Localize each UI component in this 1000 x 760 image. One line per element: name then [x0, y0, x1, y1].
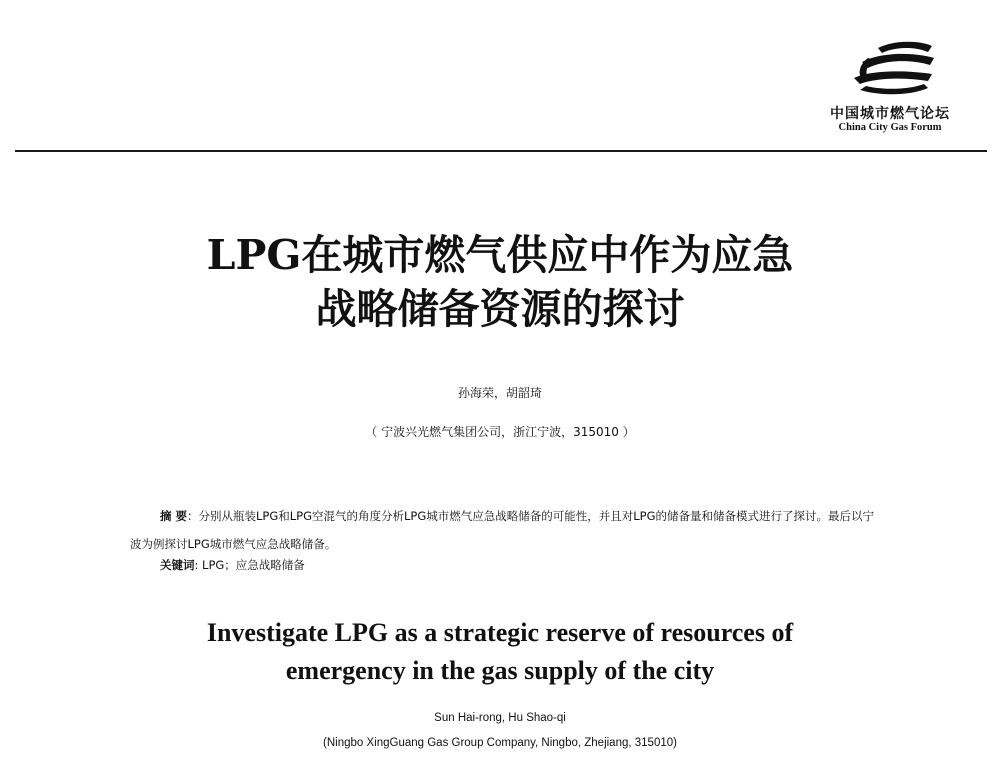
keywords-text: LPG；应急战略储备: [202, 558, 305, 572]
keywords-cn: 关键词: LPG；应急战略储备: [160, 558, 305, 572]
affiliation-en: (Ningbo XingGuang Gas Group Company, Ningbo, Zhejiang, 315010): [323, 737, 677, 749]
authors-en: Sun Hai-rong, Hu Shao-qi: [434, 712, 566, 724]
abstract-text: 分别从瓶装LPG和LPG空混气的角度分析LPG城市燃气应急战略储备的可能性，并且对LPG的储备量和储备模式进行了探讨。最后以宁波为例探讨LPG城市燃气应急战略储备。: [130, 509, 875, 551]
logo-name-en: China City Gas Forum: [838, 122, 942, 133]
title-en-line-1: Investigate LPG as a strategic reserve of resources of: [206, 618, 794, 647]
forum-swirl-logo-icon: [848, 40, 938, 98]
authors-cn: 孙海荣，胡韶琦: [457, 386, 542, 400]
abstract-label: 摘 要: [160, 509, 188, 523]
header-divider: [15, 150, 987, 152]
title-cn-line-2: 战略储备资源的探讨: [315, 285, 685, 333]
forum-logo: [800, 40, 980, 140]
title-cn-line-1: LPG在城市燃气供应中作为应急: [206, 231, 794, 279]
affiliation-cn: （ 宁波兴光燃气集团公司，浙江宁波，315010 ）: [365, 425, 635, 439]
paper-title-en: [0, 614, 1000, 690]
title-en-line-2: emergency in the gas supply of the city: [285, 656, 715, 685]
logo-name-cn: 中国城市燃气论坛: [830, 106, 950, 122]
paper-title-cn: [0, 228, 1000, 336]
keywords-label: 关键词: [160, 558, 195, 572]
abstract-cn: 摘 要：分别从瓶装LPG和LPG空混气的角度分析LPG城市燃气应急战略储备的可能性，并且对LPG的储备量和储备模式进行了探讨。最后以宁波为例探讨LPG城市燃气应急战略储备。: [130, 509, 875, 551]
